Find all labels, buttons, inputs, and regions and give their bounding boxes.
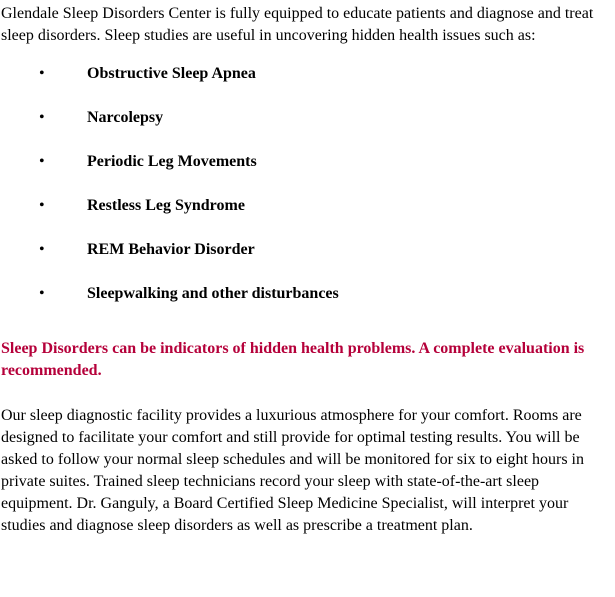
list-item bbox=[1, 239, 611, 283]
list-item-label: REM Behavior Disorder bbox=[87, 241, 255, 258]
bullet-icon: • bbox=[39, 285, 45, 302]
bullet-icon: • bbox=[39, 65, 45, 82]
list-item-label: Narcolepsy bbox=[87, 109, 164, 126]
sleep-disorders-list bbox=[1, 63, 611, 327]
bullet-icon: • bbox=[39, 109, 45, 126]
list-item-label: Sleepwalking and other disturbances bbox=[87, 285, 339, 302]
list-item bbox=[1, 107, 611, 151]
health-alert-text: Sleep Disorders can be indicators of hidden health problems. A complete evaluation is recommended. bbox=[1, 340, 585, 379]
page-content bbox=[0, 3, 615, 597]
list-item bbox=[1, 63, 611, 107]
intro-paragraph: Glendale Sleep Disorders Center is fully equipped to educate patients and diagnose and treat sleep disorders. Sleep studies are useful in uncovering hidden health issues such as: bbox=[1, 5, 594, 44]
facility-description: Our sleep diagnostic facility provides a luxurious atmosphere for your comfort. Rooms are designed to facilitate your comfort and still provide for optimal testing results. You will be asked to follow your normal sleep schedules and will be monitored for six to eight hours in private suites. Trained sleep technicians record your sleep with state-of-the-art sleep equipment. Dr. Ganguly, a Board Certified Sleep Medicine Specialist, will interpret your studies and diagnose sleep disorders as well as prescribe a treatment plan. bbox=[1, 407, 584, 534]
list-item-label: Restless Leg Syndrome bbox=[87, 197, 245, 214]
list-item bbox=[1, 283, 611, 327]
list-item-label: Obstructive Sleep Apnea bbox=[87, 65, 256, 82]
bullet-icon: • bbox=[39, 153, 45, 170]
list-item bbox=[1, 151, 611, 195]
list-item-label: Periodic Leg Movements bbox=[87, 153, 257, 170]
list-item bbox=[1, 195, 611, 239]
bullet-icon: • bbox=[39, 241, 45, 258]
bullet-icon: • bbox=[39, 197, 45, 214]
